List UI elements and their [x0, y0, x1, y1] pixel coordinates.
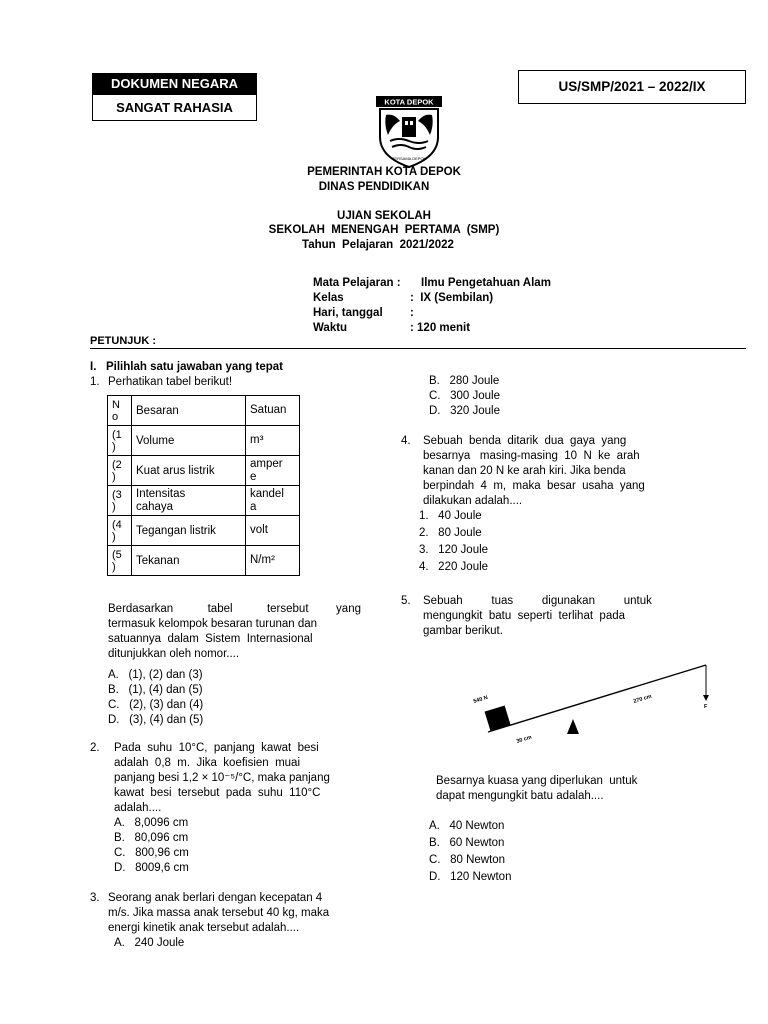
lever-bar: [488, 665, 706, 732]
day-value: :: [410, 307, 414, 319]
q3-option-d: D. 320 Joule: [429, 405, 500, 417]
force-arrowhead: [703, 695, 709, 701]
q5-line: mengungkit batu seperti terlihat pada: [423, 610, 626, 622]
q2-option-a: A. 8,0096 cm: [114, 817, 189, 829]
q1-option-c: C. (2), (3) dan (4): [108, 699, 204, 711]
table-row: (5 ) Tekanan N/m²: [108, 546, 300, 576]
q2-line: adalah 0,8 m. Jika koefisien muai: [114, 757, 301, 769]
q5-question-line: Besarnya kuasa yang diperlukan untuk: [436, 775, 638, 787]
table-header-quantity: Besaran: [132, 396, 246, 426]
q3-line: energi kinetik anak tersebut adalah....: [108, 922, 300, 934]
q5-line: gambar berikut.: [423, 625, 503, 637]
school-year: Tahun Pelajaran 2021/2022: [302, 239, 454, 251]
government-title: PEMERINTAH KOTA DEPOK: [307, 166, 461, 178]
q2-option-d: D. 8009,6 cm: [114, 862, 189, 874]
exam-title: UJIAN SEKOLAH: [337, 210, 431, 222]
document-class-label: DOKUMEN NEGARA: [92, 73, 257, 94]
logo-top-text: KOTA DEPOK: [384, 97, 434, 107]
q1-body-line: ditunjukkan oleh nomor....: [108, 648, 240, 660]
q4-option-4: 4. 220 Joule: [419, 561, 489, 573]
table-header-row: [108, 396, 300, 426]
day-label: Hari, tanggal: [313, 307, 383, 319]
depok-city-logo: [374, 95, 444, 170]
q4-option-3: 3. 120 Joule: [419, 544, 489, 556]
force-label: F: [704, 704, 708, 710]
q3-number: 3.: [90, 892, 100, 904]
q5-line: Sebuah tuas digunakan untuk: [423, 595, 652, 607]
q4-number: 4.: [401, 435, 411, 447]
class-label: Kelas: [313, 292, 344, 304]
exam-code: US/SMP/2021 – 2022/IX: [518, 70, 746, 104]
time-label: Waktu: [313, 322, 348, 334]
q1-body-line: Berdasarkan tabel tersebut yang: [108, 603, 361, 615]
q2-option-c: C. 800,96 cm: [114, 847, 189, 859]
instructions-divider: [90, 348, 746, 349]
q5-option-b: B. 60 Newton: [429, 837, 505, 849]
weight-label: 540 N: [472, 694, 489, 705]
class-value: : IX (Sembilan): [410, 292, 494, 304]
q1-option-b: B. (1), (4) dan (5): [108, 684, 203, 696]
table-row: (1 ) Volume m³: [108, 426, 300, 456]
q1-text: Perhatikan tabel berikut!: [108, 376, 233, 388]
subject-value: Ilmu Pengetahuan Alam: [421, 277, 551, 289]
table-header-no: N o: [108, 396, 132, 426]
q4-option-2: 2. 80 Joule: [419, 527, 482, 539]
logo-motto: BERSAMA DEPOK: [391, 156, 427, 161]
lever-figure: [470, 655, 720, 750]
q5-option-a: A. 40 Newton: [429, 820, 505, 832]
q5-question-line: dapat mengungkit batu adalah....: [436, 790, 604, 802]
instructions-label: PETUNJUK :: [90, 335, 157, 347]
q4-line: besarnya masing-masing 10 N ke arah: [423, 450, 640, 462]
subject-label: Mata Pelajaran :: [313, 277, 401, 289]
q4-line: Sebuah benda ditarik dua gaya yang: [423, 435, 627, 447]
q3-option-c: C. 300 Joule: [429, 390, 500, 402]
q1-option-d: D. (3), (4) dan (5): [108, 714, 204, 726]
q1-table: [107, 395, 300, 576]
q5-number: 5.: [401, 595, 411, 607]
q2-line: panjang besi 1,2 × 10⁻⁵/°C, maka panjang: [114, 772, 330, 784]
school-title: SEKOLAH MENENGAH PERTAMA (SMP): [268, 224, 500, 236]
left-arm-label: 30 cm: [515, 734, 533, 745]
q2-number: 2.: [90, 742, 100, 754]
q4-line: kanan dan 20 N ke arah kiri. Jika benda: [423, 465, 626, 477]
secrecy-label: SANGAT RAHASIA: [92, 94, 257, 121]
q2-line: kawat besi tersebut pada suhu 110°C: [114, 787, 321, 799]
table-row: (4 ) Tegangan listrik volt: [108, 516, 300, 546]
section-title: I. Pilihlah satu jawaban yang tepat: [90, 361, 283, 373]
right-arm-label: 270 cm: [632, 693, 653, 705]
q3-line: Seorang anak berlari dengan kecepatan 4: [108, 892, 323, 904]
department-title: DINAS PENDIDIKAN: [318, 181, 430, 193]
q4-line: berpindah 4 m, maka besar usaha yang: [423, 480, 645, 492]
fulcrum-triangle: [567, 719, 579, 734]
q3-line: m/s. Jika massa anak tersebut 40 kg, maka: [108, 907, 330, 919]
q4-option-1: 1. 40 Joule: [419, 510, 482, 522]
q3-option-a: A. 240 Joule: [114, 937, 185, 949]
q1-body-line: termasuk kelompok besaran turunan dan: [108, 618, 318, 630]
q4-line: dilakukan adalah....: [423, 495, 523, 507]
q2-line: adalah....: [114, 802, 162, 814]
q5-option-c: C. 80 Newton: [429, 854, 506, 866]
q5-option-d: D. 120 Newton: [429, 871, 512, 883]
table-header-unit: Satuan: [246, 396, 300, 426]
q1-option-a: A. (1), (2) dan (3): [108, 669, 203, 681]
q3-option-b: B. 280 Joule: [429, 375, 500, 387]
q1-body-line: satuannya dalam Sistem Internasional: [108, 633, 313, 645]
time-value: : 120 menit: [410, 322, 471, 334]
table-row: (2 ) Kuat arus listrik amper e: [108, 456, 300, 486]
q2-line: Pada suhu 10°C, panjang kawat besi: [114, 742, 319, 754]
table-row: (3 ) Intensitas cahaya kandel a: [108, 486, 300, 516]
q2-option-b: B. 80,096 cm: [114, 832, 189, 844]
q1-number: 1.: [90, 376, 100, 388]
